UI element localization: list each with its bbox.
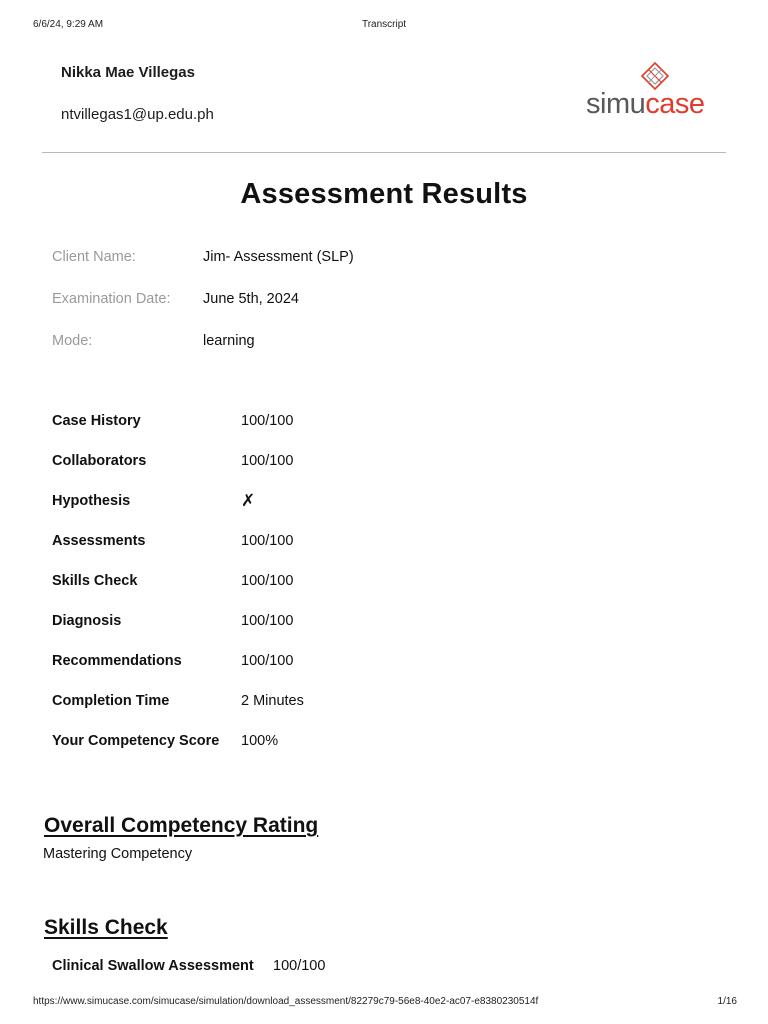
skills-check-heading: Skills Check	[44, 916, 168, 939]
print-page-number: 1/16	[717, 996, 737, 1007]
print-datetime: 6/6/24, 9:29 AM	[33, 19, 104, 30]
logo-wordmark-simu: simu	[586, 88, 646, 120]
score-label-hypothesis: Hypothesis	[52, 493, 131, 509]
exam-date-value: June 5th, 2024	[203, 291, 299, 307]
score-value-recommendations: 100/100	[241, 653, 294, 669]
score-value-competency-score: 100%	[241, 733, 279, 749]
score-label-case-history: Case History	[52, 413, 141, 429]
mode-label: Mode:	[52, 333, 93, 349]
score-label-diagnosis: Diagnosis	[52, 613, 122, 629]
skill-label-clinical-swallow: Clinical Swallow Assessment	[52, 958, 254, 974]
score-label-completion-time: Completion Time	[52, 693, 170, 709]
score-label-recommendations: Recommendations	[52, 653, 182, 669]
user-email: ntvillegas1@up.edu.ph	[61, 106, 214, 123]
score-label-collaborators: Collaborators	[52, 453, 147, 469]
client-name-label: Client Name:	[52, 249, 136, 265]
score-value-hypothesis: ✗	[241, 491, 256, 510]
score-label-assessments: Assessments	[52, 533, 146, 549]
page-title: Assessment Results	[240, 178, 528, 210]
overall-rating-value: Mastering Competency	[43, 846, 193, 862]
skill-value-clinical-swallow: 100/100	[273, 958, 326, 974]
exam-date-label: Examination Date:	[52, 291, 171, 307]
score-value-completion-time: 2 Minutes	[241, 693, 304, 709]
logo-diamond-icon	[635, 62, 675, 90]
overall-rating-heading: Overall Competency Rating	[44, 814, 319, 837]
score-value-case-history: 100/100	[241, 413, 294, 429]
logo-wordmark	[586, 88, 705, 121]
score-value-collaborators: 100/100	[241, 453, 294, 469]
score-value-assessments: 100/100	[241, 533, 294, 549]
simucase-logo	[584, 62, 730, 124]
print-url: https://www.simucase.com/simucase/simulation/download_assessment/82279c79-56e8-40e2-ac07-e8380230514f	[33, 996, 539, 1007]
score-label-skills-check: Skills Check	[52, 573, 138, 589]
score-label-competency-score: Your Competency Score	[52, 733, 220, 749]
mode-value: learning	[203, 333, 255, 349]
print-title: Transcript	[361, 19, 407, 30]
logo-wordmark-case: case	[645, 88, 705, 120]
user-name: Nikka Mae Villegas	[61, 64, 195, 81]
header-divider	[42, 152, 726, 153]
score-value-skills-check: 100/100	[241, 573, 294, 589]
client-name-value: Jim- Assessment (SLP)	[203, 249, 354, 265]
score-value-diagnosis: 100/100	[241, 613, 294, 629]
